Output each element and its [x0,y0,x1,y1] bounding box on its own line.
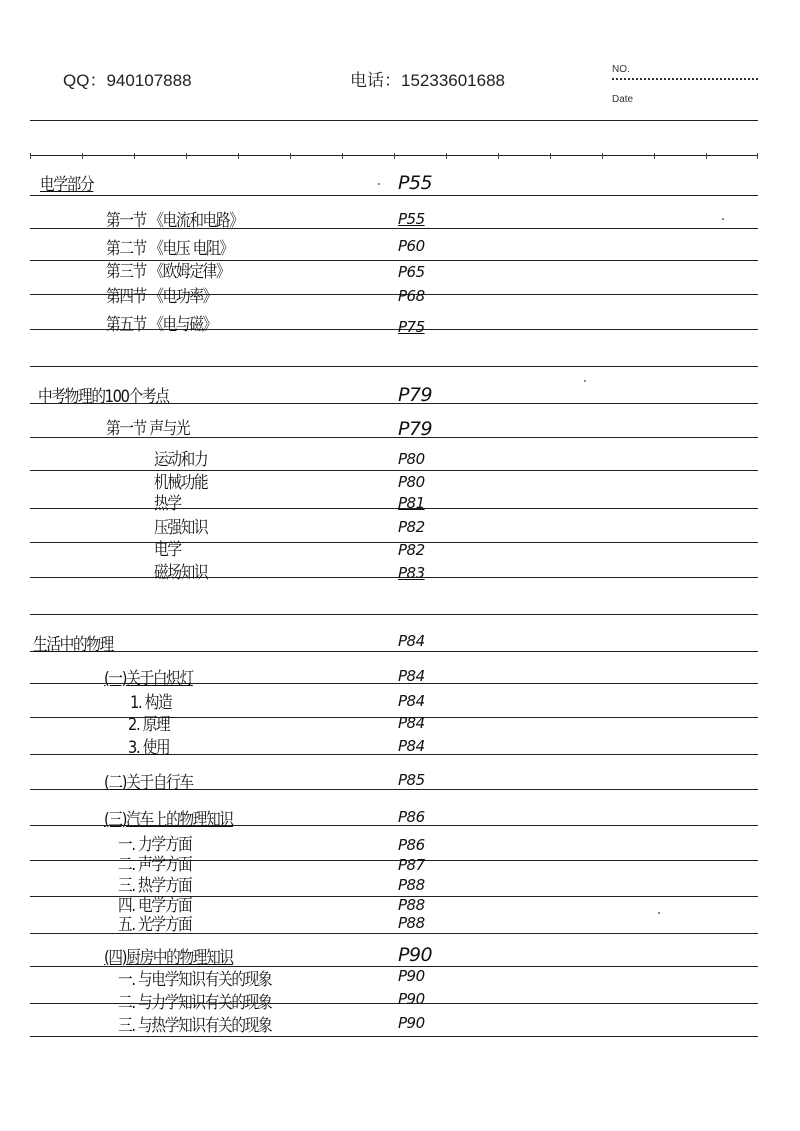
item-label: 第一节 《电流和电路》 [106,211,243,231]
page-ref: P86 [398,808,425,826]
no-label: NO. [612,64,630,75]
ruled-line [30,1036,758,1037]
item-label: 第三节 《欧姆定律》 [106,262,230,282]
page-ref: P84 [398,737,425,755]
page-ref: P90 [398,990,425,1008]
page-ref: P88 [398,876,425,894]
ruled-line [30,470,758,471]
item-label: 1. 构造 [130,693,172,713]
ruled-line [30,542,758,543]
page-ref: P80 [398,473,425,491]
date-label: Date [612,94,634,105]
ruled-line [30,195,758,196]
item-label: (三)汽车上的物理知识 [104,810,233,830]
phone-contact: 电话：15233601688 [350,71,506,90]
item-label: 运动和力 [154,450,208,470]
no-dotted-line [612,78,758,80]
ruled-line [30,577,758,578]
page-ref: P82 [398,518,425,536]
item-label: 压强知识 [154,518,208,538]
page-ref: P80 [398,450,425,468]
section-title: 电学部分 [40,175,94,195]
item-label: (二)关于自行车 [104,773,193,793]
page-ref: P84 [398,667,425,685]
section-title: 生活中的物理 [33,635,113,655]
item-label: 机械功能 [154,473,208,493]
item-label: 四. 电学方面 [118,896,192,916]
item-label: 三. 与热学知识有关的现象 [118,1016,272,1036]
page-ref: P84 [398,632,425,650]
item-label: 第一节 声与光 [106,419,190,439]
page-ref: P84 [398,692,425,710]
page-ref: P90 [398,967,425,985]
item-label: 2. 原理 [128,715,170,735]
page-ref: P79 [398,384,433,406]
page-ref: P75 [398,318,425,336]
scan-speck [658,912,660,914]
ruled-line [30,366,758,367]
item-label: 二. 与力学知识有关的现象 [118,993,272,1013]
page-ref: P88 [398,896,425,914]
item-label: 二. 声学方面 [118,855,192,875]
page-ref: P83 [398,564,425,582]
page-ref: P87 [398,856,425,874]
page-ref: P88 [398,914,425,932]
item-label: 一. 与电学知识有关的现象 [118,970,272,990]
notebook-number-date-block [612,64,762,105]
qq-contact: QQ：940107888 [63,71,192,90]
scan-speck [722,218,724,220]
item-label: 磁场知识 [154,563,208,583]
ruled-line [30,120,758,121]
page-ref: P90 [398,944,433,966]
item-label: (四)厨房中的物理知识 [104,948,233,968]
item-label: 第五节 《电与磁》 [106,315,216,335]
section-title: 中考物理的100个考点 [38,387,169,407]
item-label: 三. 热学方面 [118,876,192,896]
ruled-line [30,651,758,652]
item-label: 电学 [154,540,181,560]
ruled-line [30,614,758,615]
page-ref: P81 [398,494,425,512]
item-label: (一)关于白炽灯 [104,669,193,689]
item-label: 一. 力学方面 [118,835,192,855]
ruler-ticks [30,153,758,159]
scan-speck [584,380,586,382]
page-ref: P55 [398,172,433,194]
item-label: 热学 [154,494,181,514]
page-ref: P90 [398,1014,425,1032]
page-ref: P55 [398,210,425,228]
page-ref: P79 [398,418,433,440]
page-ref: P82 [398,541,425,559]
page-ref: P68 [398,287,425,305]
page-ref: P84 [398,714,425,732]
item-label: 第四节 《电功率》 [106,287,216,307]
item-label: 3. 使用 [128,738,170,758]
ruled-line [30,508,758,509]
item-label: 五. 光学方面 [118,915,192,935]
page-ref: P85 [398,771,425,789]
page-ref: P86 [398,836,425,854]
scan-speck [378,183,380,185]
item-label: 第二节 《电压 电阻》 [106,239,233,259]
page-ref: P60 [398,237,425,255]
page-ref: P65 [398,263,425,281]
